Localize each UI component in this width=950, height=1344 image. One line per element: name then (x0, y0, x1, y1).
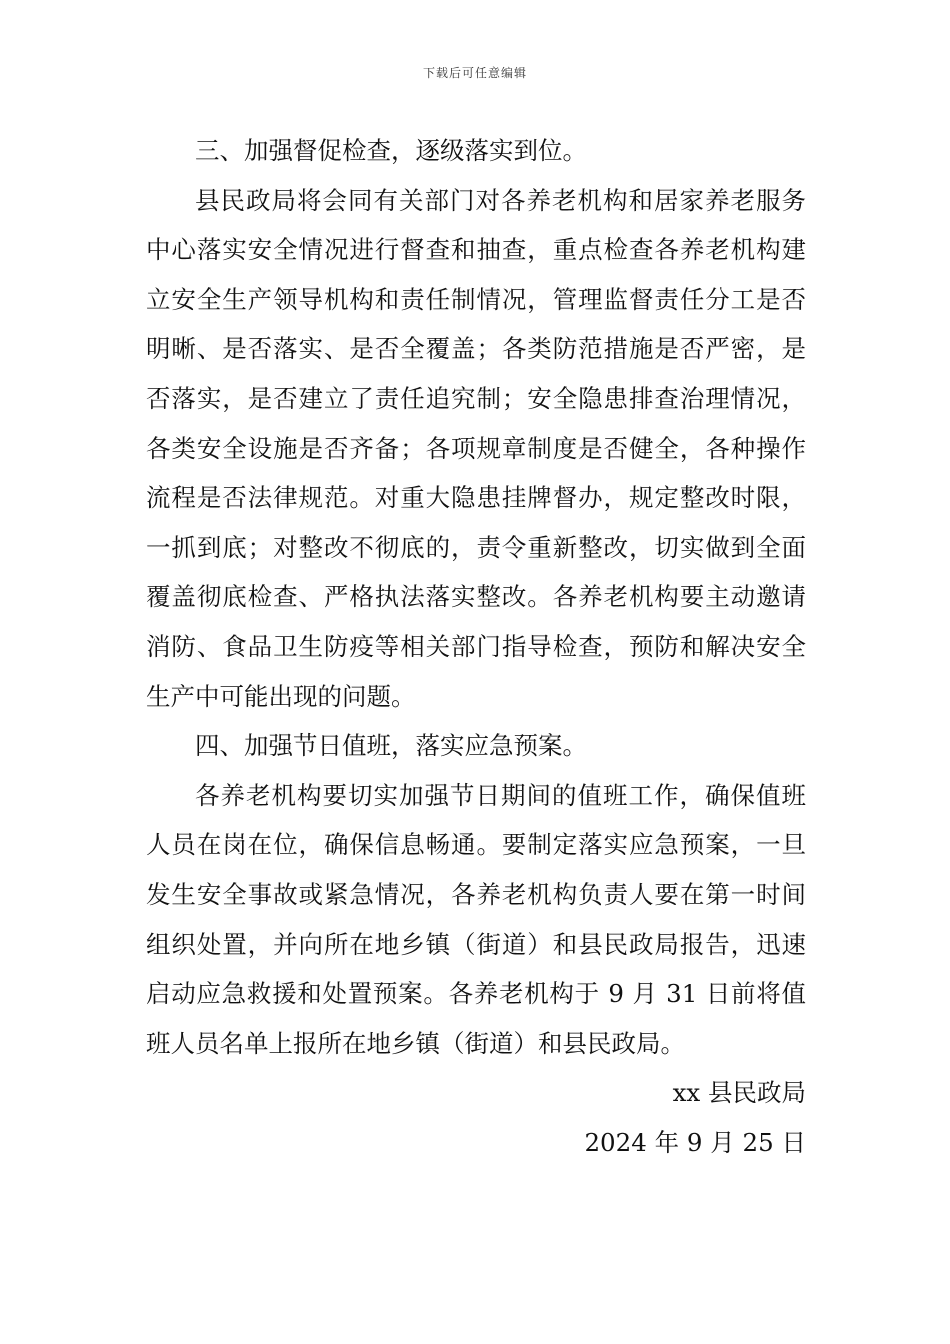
section-3-heading: 三、加强督促检查，逐级落实到位。 (195, 136, 587, 165)
signature-date: 2024 年 9 月 25 日 (584, 1127, 806, 1157)
section-4-paragraph: 各养老机构要切实加强节日期间的值班工作，确保值班人员在岗在位，确保信息畅通。要制定落实应急预案，一旦发生安全事故或紧急情况，各养老机构负责人要在第一时间组织处置，并向所在地乡镇（街道）和县民政局报告，迅速启动应急救援和处置预案。各养老机构于 9 月 31 日前将值班人员名单上报所在地乡镇（街道）和县民政局。 (146, 780, 806, 1058)
section-4-heading: 四、加强节日值班，落实应急预案。 (195, 731, 587, 761)
signature-organization: xx 县民政局 (672, 1078, 806, 1108)
section-3-paragraph: 县民政局将会同有关部门对各养老机构和居家养老服务中心落实安全情况进行督查和抽查，重点检查各养老机构建立安全生产领导机构和责任制情况，管理监督责任分工是否明晰、是否落实、是否全覆盖；各类防范措施是否严密，是否落实，是否建立了责任追究制；安全隐患排查治理情况，各类安全设施是否齐备；各项规章制度是否健全，各种操作流程是否法律规范。对重大隐患挂牌督办，规定整改时限，一抓到底；对整改不彻底的，责令重新整改，切实做到全面覆盖彻底检查、严格执法落实整改。各养老机构要主动邀请消防、食品卫生防疫等相关部门指导检查，预防和解决安全生产中可能出现的问题。 (146, 185, 806, 711)
document-body (146, 126, 806, 1167)
page-header-note: 下载后可任意编辑 (422, 66, 527, 80)
